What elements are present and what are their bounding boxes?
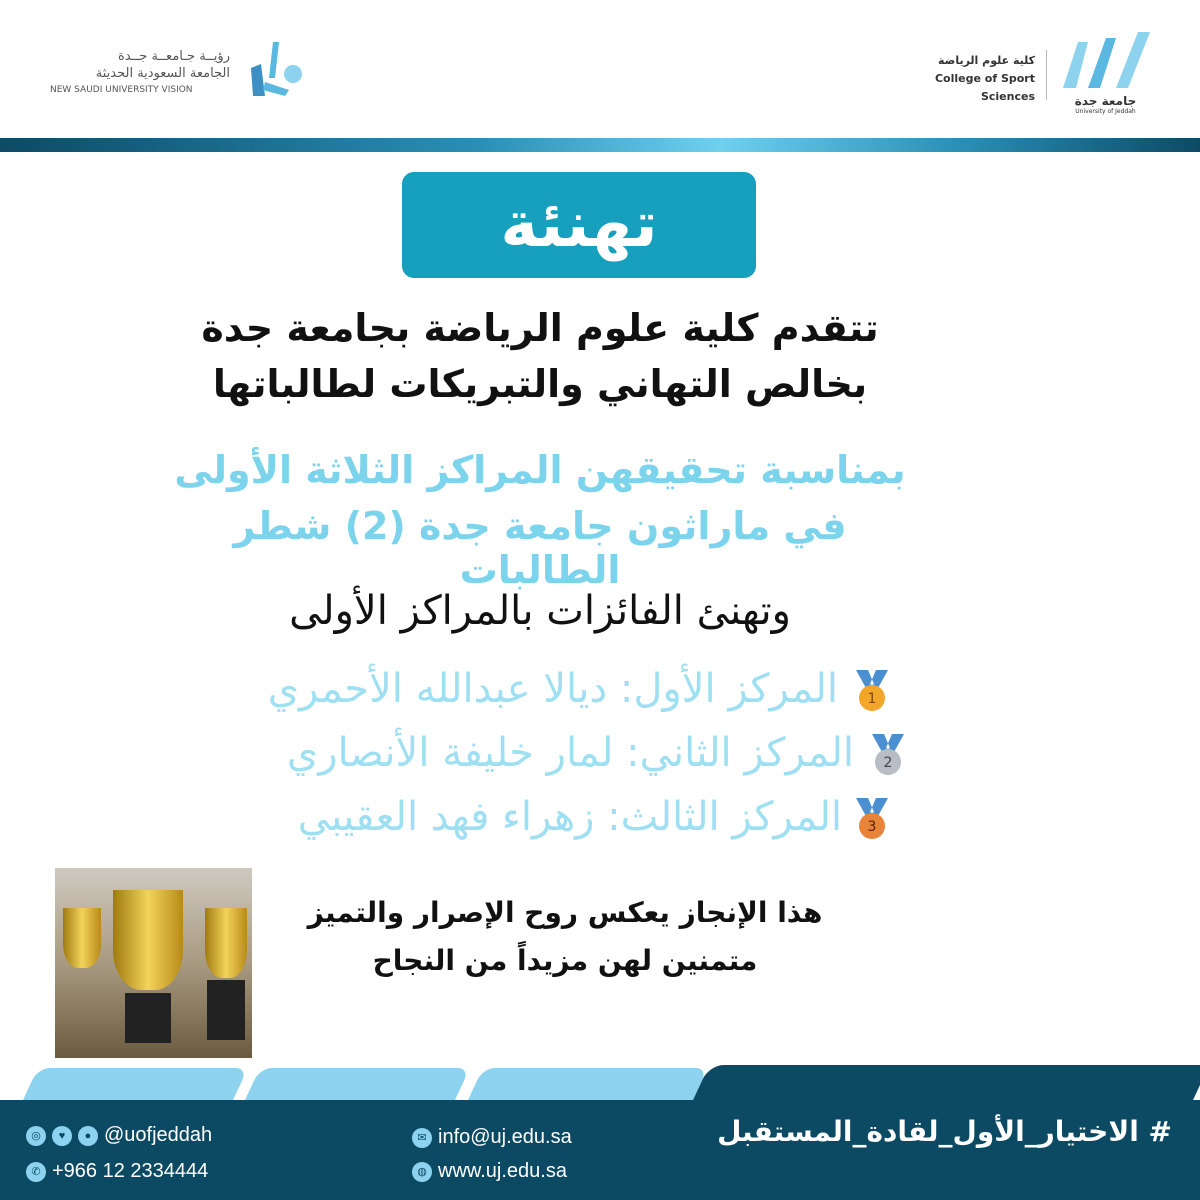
globe-icon: ◍ <box>412 1162 432 1182</box>
winner-third: المركز الثالث: زهراء فهد العقيبي <box>297 794 842 840</box>
college-name-en: College of Sport Sciences <box>934 72 1035 103</box>
occasion-line-2: في ماراثون جامعة جدة (2) شطر الطالبات <box>233 504 847 592</box>
winner-first: المركز الأول: ديالا عبدالله الأحمري <box>267 666 838 712</box>
silver-medal-icon <box>866 732 910 780</box>
email-address: info@uj.edu.sa <box>438 1126 572 1148</box>
social-handle: @uofjeddah <box>104 1124 213 1146</box>
closing-line-2: متمنين لهن مزيداً من النجاح <box>372 944 758 977</box>
winner-second: المركز الثاني: لمار خليفة الأنصاري <box>286 730 854 776</box>
phone-icon: ✆ <box>26 1162 46 1182</box>
university-mark-icon <box>1058 28 1153 90</box>
intro-line-2: بخالص التهاني والتبريكات لطالباتها <box>212 362 868 406</box>
hashtag: # الاختيار_الأول_لقادة_المستقبل <box>717 1115 1172 1148</box>
medal-number: 1 <box>867 691 877 707</box>
email-link[interactable] <box>412 1126 572 1149</box>
website-link[interactable] <box>412 1160 567 1183</box>
email-icon: ✉ <box>412 1128 432 1148</box>
medal-number: 2 <box>883 755 893 771</box>
footer-tab-decoration <box>244 1068 470 1102</box>
header-gradient-bar <box>0 138 1200 152</box>
instagram-icon: ◎ <box>26 1126 46 1146</box>
university-name-ar: جامعة جدة <box>1074 94 1137 108</box>
vision-logo-line2: الجامعة السعودية الحديثة <box>95 66 230 81</box>
occasion-line-1: بمناسبة تحقيقهن المراكز الثلاثة الأولى <box>174 448 906 492</box>
vision-mark-icon <box>245 38 310 100</box>
footer-tab-decoration <box>22 1068 248 1102</box>
twitter-icon: ♥ <box>52 1126 72 1146</box>
medal-number: 3 <box>867 819 877 835</box>
social-handle-link[interactable] <box>26 1124 212 1147</box>
phone-link[interactable] <box>26 1160 208 1183</box>
gold-medal-icon <box>850 668 894 716</box>
closing-line-1: هذا الإنجاز يعكس روح الإصرار والتميز <box>307 896 823 929</box>
logo-divider <box>1046 50 1047 100</box>
winners-heading: وتهنئ الفائزات بالمراكز الأولى <box>289 588 791 634</box>
vision-logo <box>50 48 230 99</box>
vision-logo-line3: NEW SAUDI UNIVERSITY VISION <box>50 85 193 95</box>
college-logo <box>900 52 1035 106</box>
website-url: www.uj.edu.sa <box>438 1160 567 1182</box>
trophies-photo <box>55 868 252 1058</box>
phone-number: +966 12 2334444 <box>52 1160 209 1182</box>
university-name-en: University of Jeddah <box>1075 108 1136 115</box>
title-banner: تهنئة <box>402 172 756 278</box>
footer-wave <box>691 1065 1200 1105</box>
intro-line-1: تتقدم كلية علوم الرياضة بجامعة جدة <box>201 306 879 350</box>
college-name-ar: كلية علوم الرياضة <box>938 54 1035 67</box>
bronze-medal-icon <box>850 796 894 844</box>
university-logo <box>1058 28 1153 118</box>
footer-tab-decoration <box>467 1068 708 1102</box>
snapchat-icon: ● <box>78 1126 98 1146</box>
vision-logo-line1: رؤيــة جـامعــة جــدة <box>118 49 230 64</box>
